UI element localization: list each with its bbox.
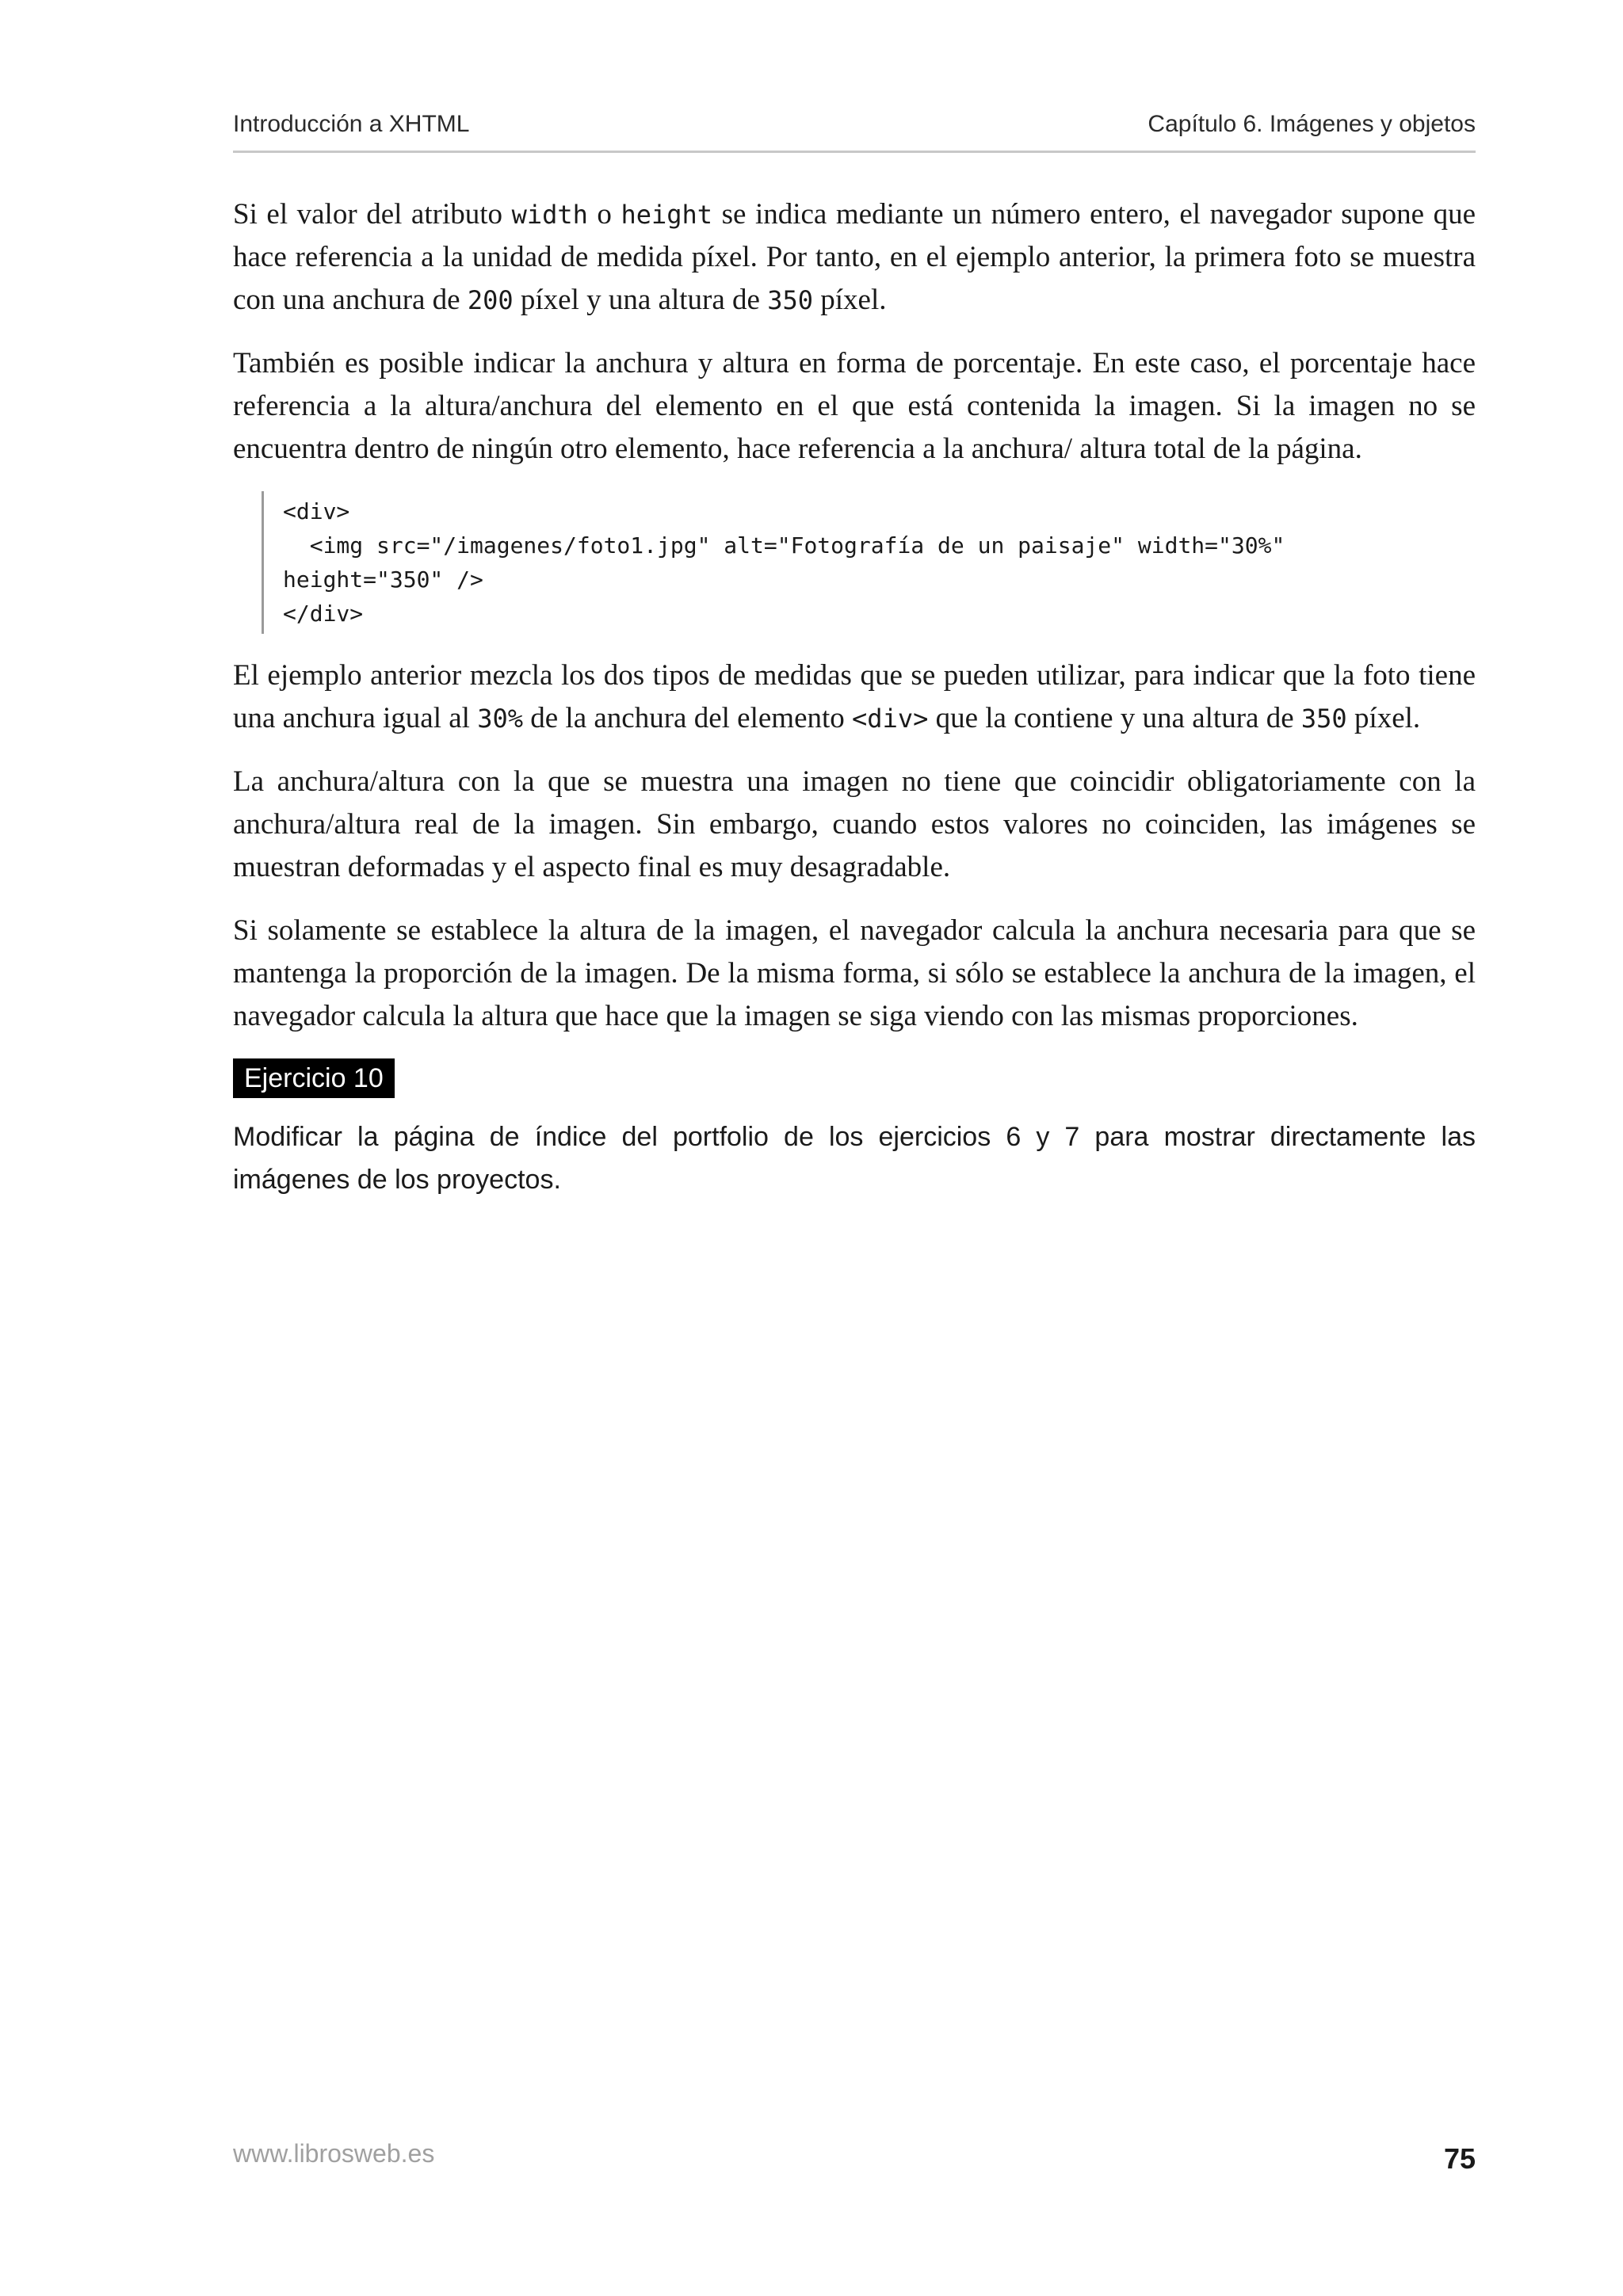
paragraph-text: píxel y una altura de: [513, 284, 768, 316]
paragraph-text: píxel.: [1346, 702, 1421, 734]
paragraph-proportion: Si solamente se establece la altura de la imagen, el navegador calcula la anchura necesaria para que se mantenga la proporción de la imagen. De la misma forma, si sólo se establece la anchura de la imagen, el navegador calcula la altura que hace que la imagen se siga viendo con las mismas proporciones.: [233, 914, 1476, 1032]
inline-code-div: <div>: [852, 704, 929, 734]
code-line: </div>: [283, 601, 364, 627]
page-header: [233, 111, 1476, 146]
page-number: 75: [1443, 2142, 1476, 2175]
paragraph-text: o: [587, 198, 621, 231]
inline-code-350: 350: [1300, 704, 1347, 734]
code-example: [262, 491, 1476, 634]
paragraph-percentage: También es posible indicar la anchura y altura en forma de porcentaje. En este caso, el porcentaje hace referencia a la altura/anchura del elemento en el que está contenida la imagen. Si la imagen no se encuentra dentro de ningún otro elemento, hace referencia a la anchura/ altura total de la página.: [233, 347, 1476, 465]
exercise-badge: Ejercicio 10: [233, 1058, 395, 1098]
paragraph-text: Si el valor del atributo: [233, 198, 512, 231]
inline-code-200: 200: [467, 285, 514, 315]
footer-website-link[interactable]: www.librosweb.es: [233, 2139, 435, 2168]
inline-code-30-percent: 30%: [477, 704, 523, 734]
paragraph-deformation: La anchura/altura con la que se muestra una imagen no tiene que coincidir obligatoriamente con la anchura/altura real de la imagen. Sin embargo, cuando estos valores no coinciden, las imágenes se muestran deformadas y el aspecto final es muy desagradable.: [233, 765, 1476, 883]
header-divider: [233, 151, 1476, 153]
paragraph-text: se indica mediante un número entero, el navegador supone que hace referencia a la unidad de medida píxel. Por tanto, en el ejemplo anterior, la primera foto se muestra con una anchura de: [233, 198, 1476, 316]
paragraph-text: que la contiene y una altura de: [928, 702, 1301, 734]
inline-code-350: 350: [767, 285, 814, 315]
header-chapter-title: Capítulo 6. Imágenes y objetos: [1148, 111, 1476, 137]
paragraph-text: El ejemplo anterior mezcla los dos tipos de medidas que se pueden utilizar, para indicar que la foto tiene una anchura igual al: [233, 659, 1476, 734]
exercise-description: Modificar la página de índice del portfolio de los ejercicios 6 y 7 para mostrar directamente las imágenes de los proyectos.: [233, 1122, 1476, 1195]
paragraph-width-height-pixels: [233, 193, 1476, 322]
code-line: <div>: [283, 498, 350, 524]
page-content: [233, 193, 1476, 1201]
code-line: <img src="/imagenes/foto1.jpg" alt="Fotografía de un paisaje" width="30%": [283, 532, 1285, 559]
paragraph-text: píxel.: [813, 284, 887, 316]
header-book-title: Introducción a XHTML: [233, 111, 470, 137]
inline-code-width: width: [511, 200, 588, 230]
paragraph-mixed-units: [233, 654, 1476, 740]
inline-code-height: height: [621, 200, 713, 230]
code-line: height="350" />: [283, 566, 483, 593]
paragraph-text: de la anchura del elemento: [523, 702, 853, 734]
